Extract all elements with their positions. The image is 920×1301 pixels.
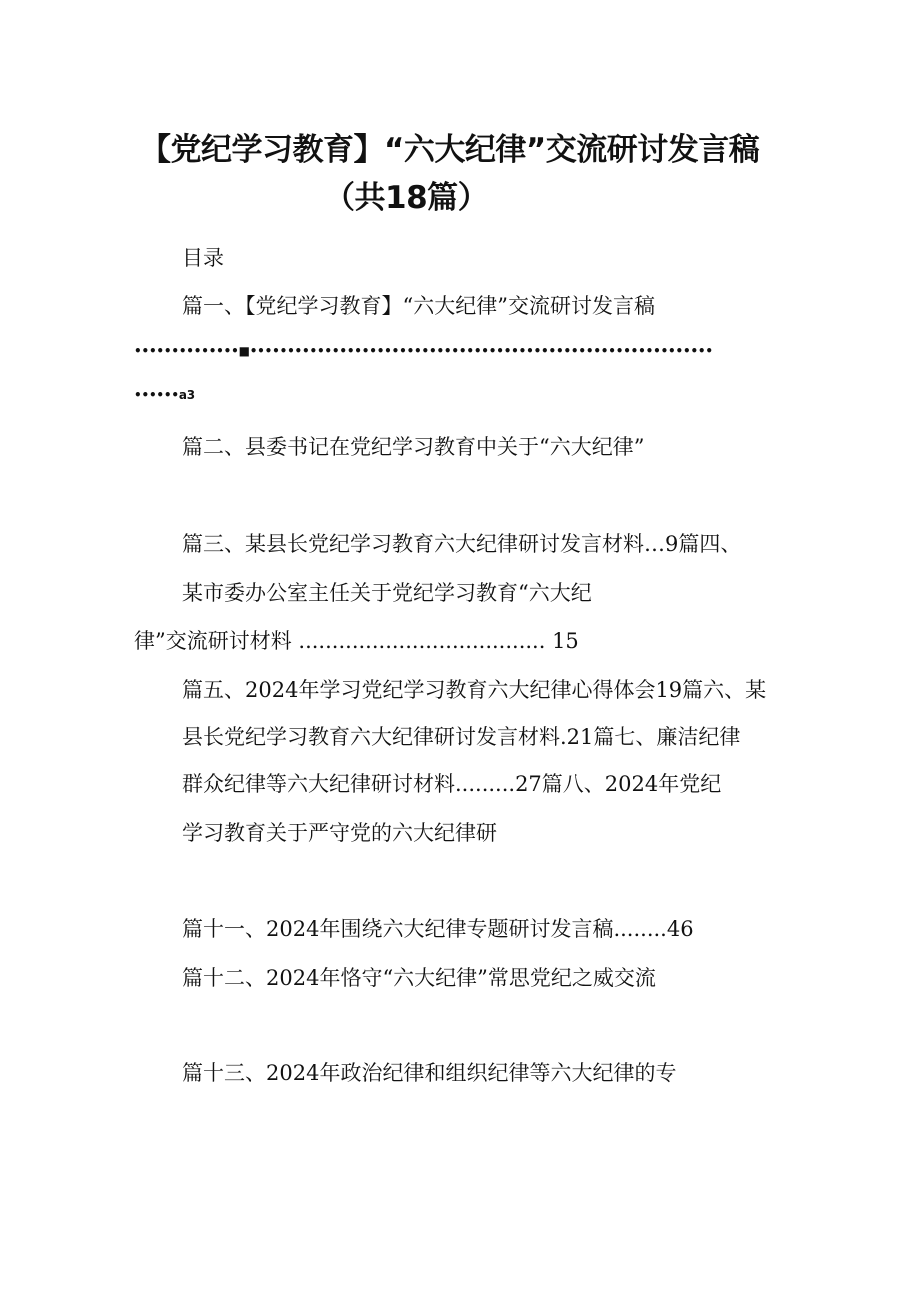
document-subtitle: （共18篇） [324, 180, 489, 216]
toc-entry: 县长党纪学习教育六大纪律研讨发言材料.21篇七、廉洁纪律 [182, 725, 741, 749]
toc-entry: 篇十一、2024年围绕六大纪律专题研讨发言稿........46 [182, 917, 694, 941]
toc-entry: 律”交流研讨材料 ..................................... 15 [134, 629, 579, 653]
toc-entry: 篇二、县委书记在党纪学习教育中关于“六大纪律” [182, 435, 645, 459]
toc-page-number: ••••••a3 [134, 388, 195, 402]
toc-entry: 篇一、【党纪学习教育】“六大纪律”交流研讨发言稿 [182, 294, 655, 318]
toc-entry: 学习教育关于严守党的六大纪律研 [182, 821, 497, 845]
document-title: 【党纪学习教育】“六大纪律”交流研讨发言稿 [140, 132, 760, 168]
toc-entry: 篇十三、2024年政治纪律和组织纪律等六大纪律的专 [182, 1061, 677, 1085]
toc-entry: 篇五、2024年学习党纪学习教育六大纪律心得体会19篇六、某 [182, 678, 767, 702]
toc-entry: 群众纪律等六大纪律研讨材料.........27篇八、2024年党纪 [182, 772, 722, 796]
toc-entry: 篇十二、2024年恪守“六大纪律”常思党纪之威交流 [182, 966, 656, 990]
toc-entry: 某市委办公室主任关于党纪学习教育“六大纪 [182, 581, 592, 605]
toc-dot-leader: ••••••••••••••■•••••••••••••••••••••••••••••••••••••••••••••••••••••••••••••• [134, 344, 713, 358]
toc-heading: 目录 [182, 246, 224, 270]
toc-entry: 篇三、某县长党纪学习教育六大纪律研讨发言材料…9篇四、 [182, 532, 742, 556]
